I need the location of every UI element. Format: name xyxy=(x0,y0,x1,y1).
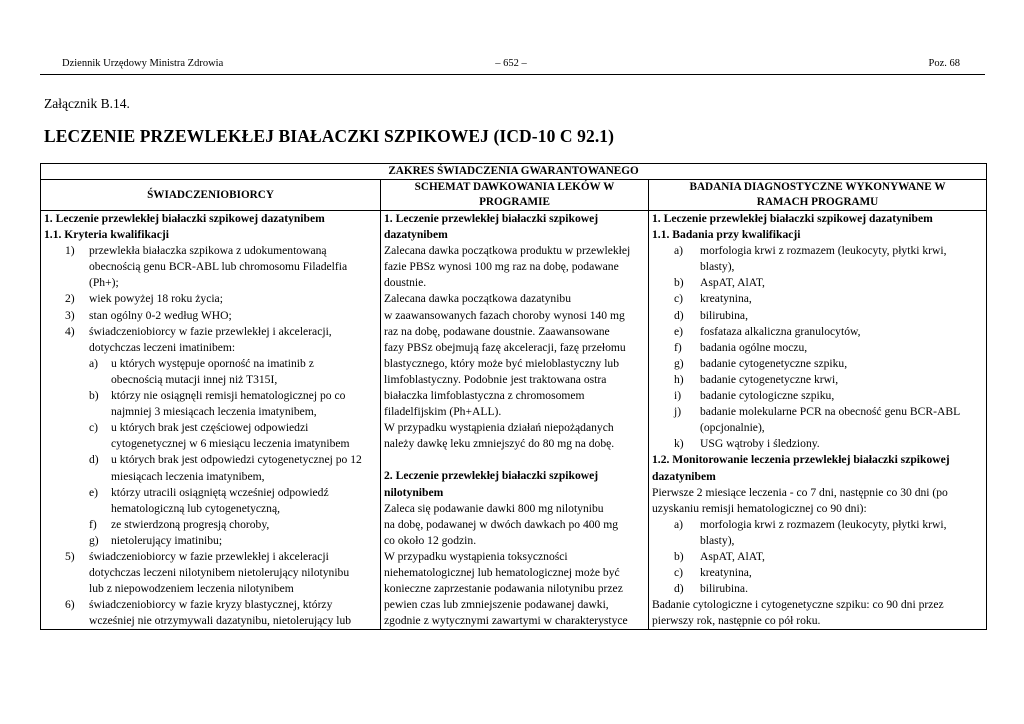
item-number: 2) xyxy=(65,292,75,306)
item-line: badanie cytologiczne szpiku, xyxy=(700,389,835,403)
text-line: doustnie. xyxy=(384,276,427,290)
list-item xyxy=(652,565,983,581)
running-header xyxy=(62,58,960,74)
text-line: uzyskaniu remisji hematologicznej co 90 dni): xyxy=(652,501,867,515)
list-item xyxy=(652,275,983,291)
item-line: kreatynina, xyxy=(700,566,752,580)
item-line: lub z niepowodzeniem leczenia nilotynibem xyxy=(89,582,294,596)
text-line: Zaleca się podawanie dawki 800 mg nilotynibu xyxy=(384,501,604,515)
item-number: f) xyxy=(89,517,97,531)
item-number: g) xyxy=(674,356,684,370)
list-item xyxy=(652,404,983,436)
item-number: k) xyxy=(674,437,684,451)
text-line: pewien czas lub zmniejszenie podawanej dawki, xyxy=(384,598,609,612)
text-line: Zalecana dawka początkowa dazatynibu xyxy=(384,292,572,306)
item-number: e) xyxy=(89,485,99,499)
text-line: filadelfijskim (Ph+ALL). xyxy=(384,405,502,419)
item-number: 3) xyxy=(65,308,75,322)
text-line: Zalecana dawka początkowa produktu w przewlekłej xyxy=(384,244,631,258)
item-line: bilirubina, xyxy=(700,308,748,322)
program-table xyxy=(40,163,987,630)
item-line: u których występuje oporność na imatinib z xyxy=(111,356,314,370)
table-top-header: ZAKRES ŚWIADCZENIA GWARANTOWANEGO xyxy=(41,164,987,180)
item-line: badanie molekularne PCR na obecność genu BCR-ABL xyxy=(700,405,961,419)
list-item xyxy=(44,597,377,629)
list-item xyxy=(44,533,377,549)
col1-header: ŚWIADCZENIOBIORCY xyxy=(41,180,381,211)
item-line: którzy nie osiągnęli remisji hematologicznej po co xyxy=(111,389,346,403)
item-number: c) xyxy=(674,566,684,580)
text-line: fazie PBSz wynosi 100 mg raz na dobę, podawane xyxy=(384,260,619,274)
text-line: konieczne zaprzestanie podawania nilotynibu przez xyxy=(384,582,623,596)
item-line: badanie cytogenetyczne krwi, xyxy=(700,372,839,386)
item-line: obecnością genu BCR-ABL lub chromosomu Filadelfia xyxy=(89,260,348,274)
item-line: dotychczas leczeni imatinibem: xyxy=(89,340,236,354)
item-number: a) xyxy=(89,356,99,370)
list-item xyxy=(652,243,983,275)
subsection-heading: 1.1. Badania przy kwalifikacji xyxy=(652,228,801,242)
item-number: e) xyxy=(674,324,684,338)
item-line: świadczeniobiorcy w fazie kryzy blastycznej, którzy xyxy=(89,598,333,612)
text-line: Badanie cytologiczne i cytogenetyczne szpiku: co 90 dni przez xyxy=(652,598,944,612)
item-line: badania ogólne moczu, xyxy=(700,340,808,354)
list-item xyxy=(44,549,377,597)
item-number: a) xyxy=(674,517,684,531)
text-line: W przypadku wystąpienia toksyczności xyxy=(384,549,568,563)
list-item xyxy=(652,436,983,452)
text-line: należy dawkę leku zmniejszyć do 80 mg na dobę. xyxy=(384,437,615,451)
item-number: 5) xyxy=(65,549,75,563)
item-line: cytogenetycznej w 6 miesiącu leczenia imatynibem xyxy=(111,437,350,451)
col2-header: SCHEMAT DAWKOWANIA LEKÓW W PROGRAMIE xyxy=(381,180,649,211)
item-line: stan ogólny 0-2 według WHO; xyxy=(89,308,232,322)
item-line: świadczeniobiorcy w fazie przewlekłej i akceleracji xyxy=(89,549,329,563)
section-heading: 2. Leczenie przewlekłej białaczki szpikowej xyxy=(384,469,599,483)
col3-header: BADANIA DIAGNOSTYCZNE WYKONYWANE W RAMACH PROGRAMU xyxy=(649,180,987,211)
section-heading: 1. Leczenie przewlekłej białaczki szpikowej dazatynibem xyxy=(652,212,933,225)
item-line: dotychczas leczeni nilotynibem nietolerujący nilotynibu xyxy=(89,566,350,580)
list-item xyxy=(44,517,377,533)
header-rule xyxy=(40,74,985,75)
text-line: pierwszy rok, następnie co pół roku. xyxy=(652,614,821,628)
section-heading: dazatynibem xyxy=(384,228,448,242)
item-line: u których brak jest odpowiedzi cytogenetycznej po 12 xyxy=(111,453,362,467)
item-line: u których brak jest częściowej odpowiedzi xyxy=(111,421,309,435)
list-item xyxy=(652,388,983,404)
text-line: limfoblastyczny. Podobnie jest traktowana ostra xyxy=(384,372,607,386)
item-number: i) xyxy=(674,389,682,403)
item-line: morfologia krwi z rozmazem (leukocyty, płytki krwi, xyxy=(700,244,947,258)
item-line: badanie cytogenetyczne szpiku, xyxy=(700,356,848,370)
item-number: b) xyxy=(674,549,684,563)
item-line: fosfataza alkaliczna granulocytów, xyxy=(700,324,861,338)
item-line: wiek powyżej 18 roku życia; xyxy=(89,292,223,306)
list-item xyxy=(652,340,983,356)
journal-name: Dziennik Urzędowy Ministra Zdrowia xyxy=(62,58,224,69)
item-number: j) xyxy=(674,405,682,419)
item-number: f) xyxy=(674,340,682,354)
dosage-cell xyxy=(381,211,649,630)
item-line: nietolerujący imatinibu; xyxy=(111,533,223,547)
list-item xyxy=(44,324,377,356)
text-line: co około 12 godzin. xyxy=(384,533,477,547)
item-number: a) xyxy=(674,244,684,258)
list-item xyxy=(44,388,377,420)
page-number: – 652 – xyxy=(495,58,527,69)
item-number: d) xyxy=(674,582,684,596)
document-title: LECZENIE PRZEWLEKŁEJ BIAŁACZKI SZPIKOWEJ (ICD-10 C 92.1) xyxy=(44,126,615,146)
item-line: obecnością mutacji innej niż T315I, xyxy=(111,372,278,386)
section-heading: 1. Leczenie przewlekłej białaczki szpikowej xyxy=(384,212,599,225)
item-number: h) xyxy=(674,372,684,386)
text-line: niehematologicznej lub hematologicznej może być xyxy=(384,565,620,579)
item-line: wcześniej nie otrzymywali dazatynibu, nietolerujący lub xyxy=(89,614,352,628)
list-item xyxy=(652,356,983,372)
list-item xyxy=(44,291,377,307)
item-line: (opcjonalnie), xyxy=(700,421,765,435)
text-line: blastycznego, który może być mieloblastyczny lub xyxy=(384,356,620,370)
list-item xyxy=(652,517,983,549)
item-line: przewlekła białaczka szpikowa z udokumentowaną xyxy=(89,244,327,258)
item-number: b) xyxy=(674,276,684,290)
position-number: Poz. 68 xyxy=(928,58,960,69)
text-line: W przypadku wystąpienia działań niepożądanych xyxy=(384,421,614,435)
list-item xyxy=(44,452,377,484)
item-number: c) xyxy=(89,421,99,435)
text-line: raz na dobę, podawane doustnie. Zaawansowane xyxy=(384,324,610,338)
item-line: hematologiczną lub cytogenetyczną, xyxy=(111,501,281,515)
item-number: b) xyxy=(89,389,99,403)
item-line: bilirubina. xyxy=(700,582,748,596)
subsection-heading: 1.2. Monitorowanie leczenia przewlekłej białaczki szpikowej xyxy=(652,453,950,467)
list-item xyxy=(44,356,377,388)
list-item xyxy=(44,243,377,291)
list-item xyxy=(652,324,983,340)
item-number: g) xyxy=(89,533,99,547)
item-line: świadczeniobiorcy w fazie przewlekłej i akceleracji, xyxy=(89,324,332,338)
list-item xyxy=(44,420,377,452)
text-line: białaczka limfoblastyczna z chromosomem xyxy=(384,389,585,403)
item-line: ze stwierdzoną progresją choroby, xyxy=(111,517,270,531)
item-number: 4) xyxy=(65,324,75,338)
item-line: najmniej 3 miesiącach leczenia imatynibem, xyxy=(111,405,317,419)
section-heading: 1. Leczenie przewlekłej białaczki szpikowej dazatynibem xyxy=(44,212,325,225)
text-line: na dobę, podawanej w dwóch dawkach po 400 mg xyxy=(384,517,619,531)
subsection-heading: dazatynibem xyxy=(652,469,716,483)
item-line: AspAT, AlAT, xyxy=(700,549,765,563)
item-number: 6) xyxy=(65,598,75,612)
item-line: morfologia krwi z rozmazem (leukocyty, płytki krwi, xyxy=(700,517,947,531)
spacer xyxy=(384,452,645,468)
list-item xyxy=(652,581,983,597)
item-number: d) xyxy=(674,308,684,322)
text-line: w zaawansowanych fazach choroby wynosi 140 mg xyxy=(384,308,625,322)
item-line: (Ph+); xyxy=(89,276,119,290)
beneficiaries-cell xyxy=(41,211,381,630)
list-item xyxy=(652,308,983,324)
item-line: miesiącach leczenia imatynibem, xyxy=(111,469,265,483)
item-number: d) xyxy=(89,453,99,467)
item-number: 1) xyxy=(65,244,75,258)
text-line: zgodnie z wytycznymi zawartymi w charakterystyce xyxy=(384,614,628,628)
list-item xyxy=(652,372,983,388)
diagnostics-cell xyxy=(649,211,987,630)
item-line: kreatynina, xyxy=(700,292,752,306)
text-line: fazy PBSz obejmują fazę akceleracji, fazę przełomu xyxy=(384,340,626,354)
list-item xyxy=(44,308,377,324)
list-item xyxy=(44,485,377,517)
list-item xyxy=(652,549,983,565)
item-line: blasty), xyxy=(700,260,735,274)
item-line: którzy utracili osiągniętą wcześniej odpowiedź xyxy=(111,485,329,499)
list-item xyxy=(652,291,983,307)
subsection-heading: 1.1. Kryteria kwalifikacji xyxy=(44,228,169,242)
item-line: AspAT, AlAT, xyxy=(700,276,765,290)
section-heading: nilotynibem xyxy=(384,485,444,499)
item-number: c) xyxy=(674,292,684,306)
item-line: blasty), xyxy=(700,533,735,547)
item-line: USG wątroby i śledziony. xyxy=(700,437,820,451)
annex-label: Załącznik B.14. xyxy=(44,96,130,111)
text-line: Pierwsze 2 miesiące leczenia - co 7 dni, następnie co 30 dni (po xyxy=(652,485,948,499)
